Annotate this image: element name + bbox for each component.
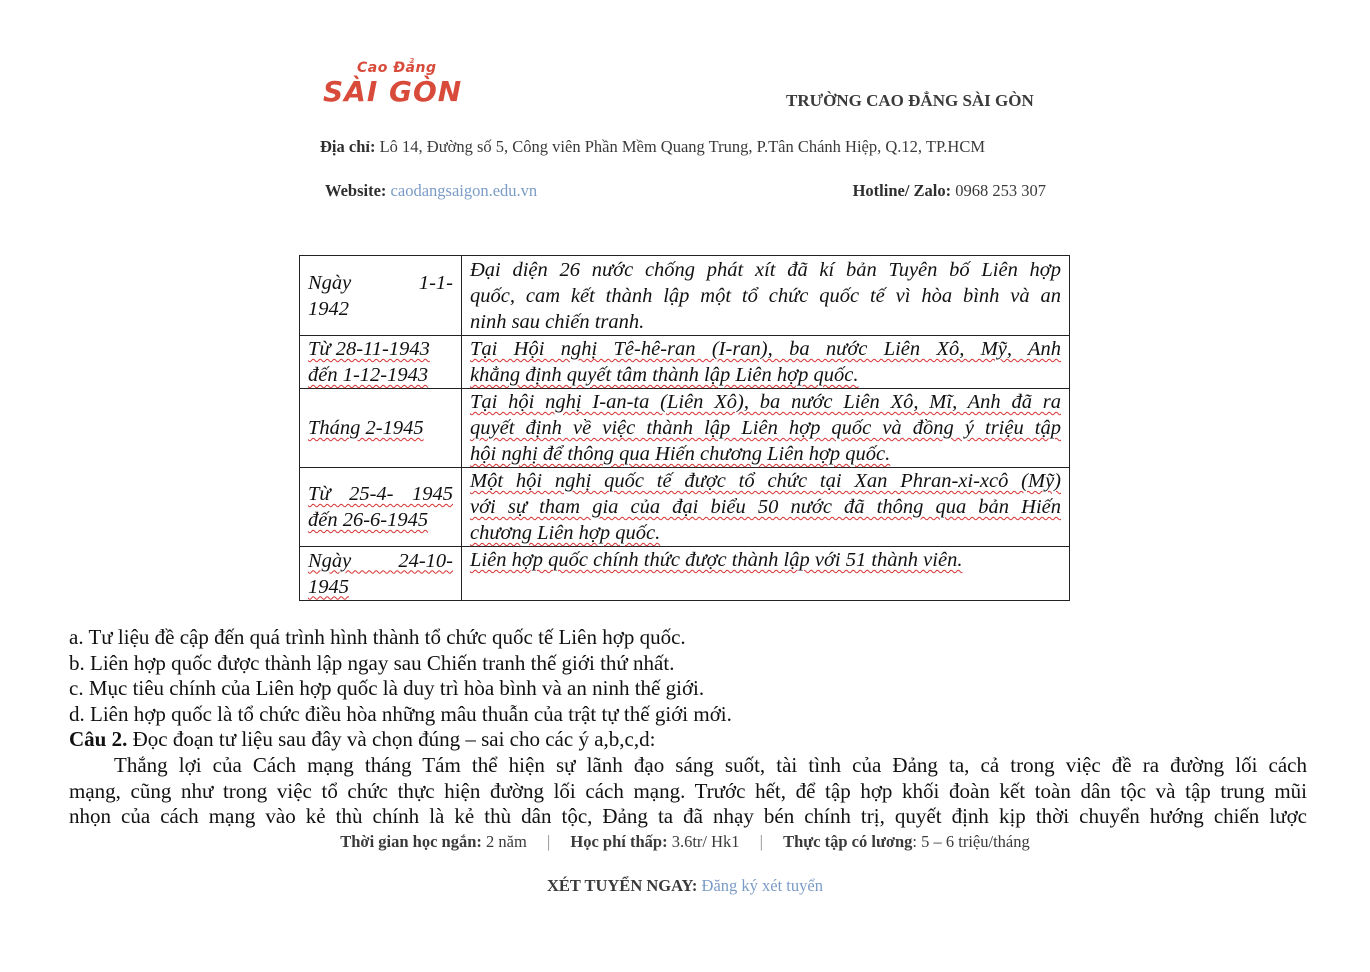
passage-line: mạng, cũng như trong việc tổ chức thực hiện đường lối cách mạng. Trước hết, để tập hợp khối đoàn kết toàn dân tộc và tập trung mũi — [69, 778, 1307, 803]
passage-line: Thắng lợi của Cách mạng tháng Tám thể hiện sự lãnh đạo sáng suốt, tài tình của Đảng ta, cả trong việc đề ra đường lối cách — [114, 752, 1307, 777]
event-line: khẳng định quyết tâm thành lập Liên hợp quốc. — [470, 364, 859, 386]
cta-label: XÉT TUYỂN NGAY: — [547, 876, 698, 895]
event-line: Tại Hội nghị Tê-hê-ran (I-ran), ba nước Liên Xô, Mỹ, Anh — [470, 338, 1061, 360]
date-cell — [300, 468, 462, 547]
passage-line: nhọn của cách mạng vào kẻ thù chính là kẻ thù dân tộc, Đảng ta đã nhạy bén chính trị, quyết định kịp thời chuyển hướng chiến lược — [69, 804, 1307, 829]
date-line: đến 26-6-1945 — [308, 509, 429, 531]
school-name: TRƯỜNG CAO ĐẲNG SÀI GÒN — [786, 91, 1034, 110]
table-row — [300, 547, 1070, 601]
event-line: Một hội nghị quốc tế được tổ chức tại Xan Phran-xi-xcô (Mỹ) — [470, 470, 1061, 492]
date-line: 1942 — [308, 297, 349, 320]
date-line: Ngày 24-10- — [308, 549, 453, 572]
duration-value: 2 năm — [486, 832, 527, 851]
hotline-line — [853, 181, 1046, 201]
date-line: Tháng 2-1945 — [308, 417, 424, 439]
date-line: đến 1-12-1943 — [308, 364, 429, 386]
event-line: quốc, cam kết thành lập một tổ chức quốc tế vì hòa bình và an — [470, 284, 1061, 307]
event-line: chương Liên hợp quốc. — [470, 522, 661, 544]
event-line: Liên hợp quốc chính thức được thành lập với 51 thành viên. — [470, 549, 963, 571]
event-cell — [462, 256, 1070, 336]
table-row — [300, 468, 1070, 547]
event-cell — [462, 547, 1070, 601]
hotline-value: 0968 253 307 — [955, 181, 1046, 200]
address-value: Lô 14, Đường số 5, Công viên Phần Mềm Quang Trung, P.Tân Chánh Hiệp, Q.12, TP.HCM — [379, 137, 986, 156]
school-logo — [323, 60, 473, 112]
table-row — [300, 389, 1070, 468]
logo-small-text: Cao Đẳng — [357, 60, 437, 76]
event-line: Tại hội nghị I-an-ta (Liên Xô), ba nước Liên Xô, Mĩ, Anh đã ra — [470, 391, 1061, 413]
intern-label: Thực tập có lương — [783, 832, 913, 851]
question-2-line — [69, 727, 1307, 753]
website-label: Website: — [325, 181, 387, 200]
question-body — [69, 625, 1307, 830]
event-cell — [462, 336, 1070, 389]
statement-a: a. Tư liệu đề cập đến quá trình hình thành tổ chức quốc tế Liên hợp quốc. — [69, 625, 686, 649]
footer-info — [0, 832, 1370, 852]
question-2-label: Câu 2. — [69, 727, 128, 752]
statement-c: c. Mục tiêu chính của Liên hợp quốc là duy trì hòa bình và an ninh thế giới. — [69, 676, 705, 701]
hotline-label: Hotline/ Zalo: — [852, 181, 952, 200]
logo-big-text: SÀI GÒN — [323, 75, 463, 108]
un-timeline-table — [299, 255, 1070, 601]
intern-value: : 5 – 6 triệu/tháng — [912, 832, 1030, 851]
register-link[interactable]: Đăng ký xét tuyển — [701, 876, 823, 895]
table-row — [300, 336, 1070, 389]
date-cell — [300, 256, 462, 336]
date-cell — [300, 389, 462, 468]
statement-b: b. Liên hợp quốc được thành lập ngay sau Chiến tranh thế giới thứ nhất. — [69, 650, 675, 675]
footer-separator: | — [546, 832, 551, 851]
website-line — [325, 181, 537, 201]
date-line: 1945 — [308, 575, 349, 598]
footer-cta — [0, 876, 1370, 896]
date-cell — [300, 336, 462, 389]
event-cell — [462, 468, 1070, 547]
date-line: Từ 28-11-1943 — [308, 338, 430, 360]
website-link[interactable]: caodangsaigon.edu.vn — [390, 181, 538, 200]
date-line: Từ 25-4- 1945 — [308, 483, 453, 505]
event-line: Đại diện 26 nước chống phát xít đã kí bản Tuyên bố Liên hợp — [470, 258, 1061, 281]
event-cell — [462, 389, 1070, 468]
fee-label: Học phí thấp: — [570, 832, 668, 851]
address-label: Địa chỉ: — [320, 137, 376, 156]
table-row — [300, 256, 1070, 336]
fee-value: 3.6tr/ Hk1 — [671, 832, 740, 851]
footer-separator: | — [759, 832, 763, 851]
question-2-prompt: Đọc đoạn tư liệu sau đây và chọn đúng – sai cho các ý a,b,c,d: — [132, 727, 656, 752]
event-line: ninh sau chiến tranh. — [470, 310, 645, 333]
statement-d: d. Liên hợp quốc là tổ chức điều hòa những mâu thuẫn của trật tự thế giới mới. — [69, 701, 732, 726]
duration-label: Thời gian học ngắn: — [340, 832, 482, 851]
event-line: quyết định về việc thành lập Liên hợp quốc và đồng ý triệu tập — [470, 417, 1061, 439]
date-line: Ngày 1-1- — [308, 271, 453, 294]
event-line: hội nghị để thông qua Hiến chương Liên hợp quốc. — [470, 443, 891, 465]
event-line: với sự tham gia của đại biểu 50 nước đã thông qua bản Hiến — [470, 496, 1061, 518]
address-line — [320, 137, 985, 157]
date-cell — [300, 547, 462, 601]
